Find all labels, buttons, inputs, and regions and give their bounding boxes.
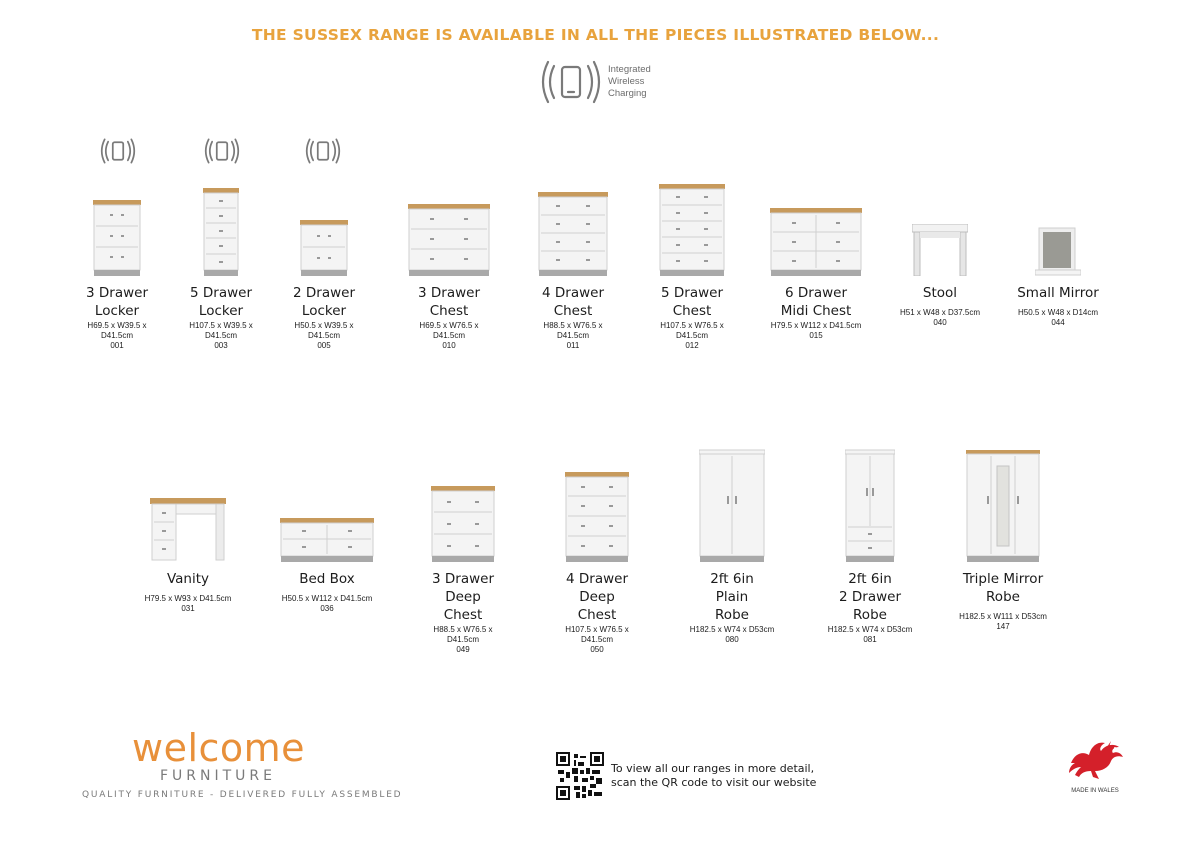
product-name: Chest [577,607,617,623]
product-image [57,158,177,276]
product-code: 044 [1051,318,1065,327]
qr-instruction-line-2: scan the QR code to visit our website [611,776,817,789]
product-name: Midi Chest [780,303,852,319]
product-3-drawer-chest [389,158,509,351]
product-3-drawer-deep-chest [403,444,523,655]
product-6-drawer-midi-chest [756,158,876,341]
product-code: 081 [863,635,877,644]
product-name: 6 Drawer [785,285,847,301]
product-dimensions: H69.5 x W39.5 x D41.5cm [87,321,147,340]
product-name: Deep [445,589,481,605]
product-code: 050 [590,645,604,654]
product-name: 5 Drawer [661,285,723,301]
product-image [128,444,248,562]
product-code: 003 [214,341,228,350]
legend-line-2: Wireless [608,76,645,87]
product-triple-mirror-robe [943,444,1063,632]
product-dimensions: H182.5 x W74 x D53cm [689,625,775,634]
product-name: Locker [94,303,140,319]
product-dimensions: H50.5 x W112 x D41.5cm [281,594,373,603]
page-headline: THE SUSSEX RANGE IS AVAILABLE IN ALL THE PIECES ILLUSTRATED BELOW... [251,26,940,44]
product-code: 040 [933,318,947,327]
product-image [403,444,523,562]
product-dimensions: H182.5 x W111 x D53cm [959,612,1047,621]
product-name: 5 Drawer [190,285,252,301]
product-plain-robe [672,444,792,645]
product-name: 3 Drawer [418,285,480,301]
product-dimensions: H182.5 x W74 x D53cm [827,625,913,634]
product-name: Chest [429,303,469,319]
product-name: Chest [443,607,483,623]
product-name: Locker [198,303,244,319]
product-name: Bed Box [299,571,355,587]
product-5-drawer-chest [632,158,752,351]
welsh-dragon-icon [1065,733,1125,781]
charging-legend [540,60,651,104]
product-name: Deep [579,589,615,605]
product-image [998,158,1118,276]
product-dimensions: H107.5 x W76.5 x D41.5cm [565,625,629,644]
product-dimensions: H69.5 x W76.5 x D41.5cm [419,321,479,340]
product-name: 3 Drawer [86,285,148,301]
product-name: 2 Drawer [839,589,901,605]
product-code: 005 [317,341,331,350]
product-code: 080 [725,635,739,644]
product-name: Triple Mirror [962,571,1044,587]
qr-instruction-line-1: To view all our ranges in more detail, [611,762,815,775]
product-image [264,158,384,276]
product-dimensions: H88.5 x W76.5 x D41.5cm [543,321,603,340]
product-name: Chest [672,303,712,319]
product-2-drawer-robe [810,444,930,645]
product-code: 012 [685,341,699,350]
product-image [632,158,752,276]
made-in-wales-badge [1060,733,1130,794]
product-name: Plain [715,589,749,605]
product-name: Robe [986,589,1020,605]
product-image [672,444,792,562]
product-name: Robe [853,607,887,623]
wireless-charging-icon [540,60,602,104]
product-name: 3 Drawer [432,571,494,587]
product-image [161,158,281,276]
brand-name: welcome [132,726,306,770]
legend-line-1: Integrated [608,64,651,75]
product-image [943,444,1063,562]
made-in-wales-label: MADE IN WALES [1071,788,1119,794]
product-code: 010 [442,341,456,350]
product-vanity [128,444,248,614]
product-image [880,158,1000,276]
brand-subname: FURNITURE [160,768,277,784]
product-code: 031 [181,604,195,613]
product-name: Locker [301,303,347,319]
qr-code-icon[interactable] [556,752,604,800]
product-name: 2ft 6in [848,571,892,587]
product-image [513,158,633,276]
product-dimensions: H79.5 x W93 x D41.5cm [144,594,232,603]
product-4-drawer-chest [513,158,633,351]
product-bed-box [267,444,387,614]
product-image [267,444,387,562]
product-image [537,444,657,562]
product-code: 001 [110,341,124,350]
product-code: 011 [566,341,580,350]
product-image [389,158,509,276]
product-dimensions: H50.5 x W39.5 x D41.5cm [294,321,354,340]
brand-logo [82,728,402,800]
legend-line-3: Charging [608,88,647,99]
product-name: Robe [715,607,749,623]
product-dimensions: H79.5 x W112 x D41.5cm [770,321,862,330]
product-name: 4 Drawer [542,285,604,301]
product-dimensions: H107.5 x W39.5 x D41.5cm [189,321,253,340]
product-small-mirror [998,158,1118,328]
product-name: Small Mirror [1017,285,1099,301]
product-name: Vanity [166,571,210,587]
product-dimensions: H107.5 x W76.5 x D41.5cm [660,321,724,340]
product-code: 049 [456,645,470,654]
product-5-drawer-locker [161,158,281,351]
product-name: Stool [922,285,958,301]
product-image [810,444,930,562]
product-dimensions: H50.5 x W48 x D14cm [1017,308,1099,317]
product-code: 015 [809,331,823,340]
product-name: Chest [553,303,593,319]
product-name: 2ft 6in [710,571,754,587]
product-dimensions: H51 x W48 x D37.5cm [899,308,981,317]
product-image [756,158,876,276]
product-code: 147 [996,622,1010,631]
product-stool [880,158,1000,328]
product-name: 4 Drawer [566,571,628,587]
product-dimensions: H88.5 x W76.5 x D41.5cm [433,625,493,644]
brand-tagline: QUALITY FURNITURE - DELIVERED FULLY ASSEMBLED [82,790,403,800]
product-3-drawer-locker [57,158,177,351]
product-2-drawer-locker [264,158,384,351]
product-name: 2 Drawer [293,285,355,301]
product-4-drawer-deep-chest [537,444,657,655]
product-code: 036 [320,604,334,613]
qr-section [556,752,816,800]
